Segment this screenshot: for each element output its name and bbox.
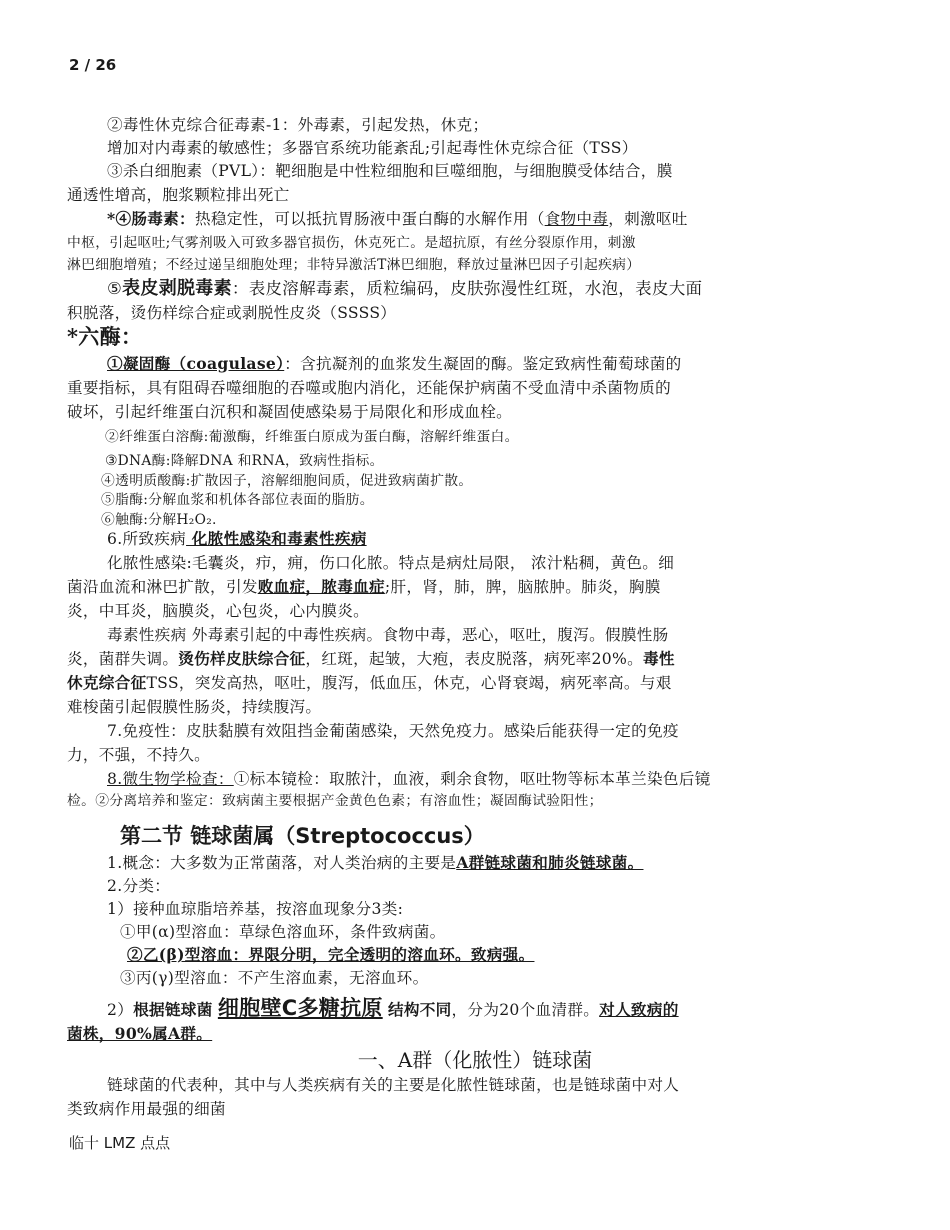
text-line: 类致病作用最强的细菌 — [67, 1100, 226, 1118]
group-a-underline: 对人致病的 — [599, 1000, 679, 1019]
text-line: 增加对内毒素的敏感性；多器官系统功能紊乱;引起毒性休克综合征（TSS） — [107, 139, 638, 157]
text-line: ④透明质酸酶:扩散因子，溶解细胞间质，促进致病菌扩散。 — [101, 473, 473, 489]
text-line: 化脓性感染:毛囊炎，疖，痈，伤口化脓。特点是病灶局限， 浓汁粘稠，黄色。细 — [107, 554, 675, 572]
text-line: 通透性增高，胞浆颗粒排出死亡 — [67, 186, 290, 204]
text-line: 检。②分离培养和鉴定：致病菌主要根据产金黄色色素；有溶血性；凝固酶试验阳性； — [67, 793, 603, 809]
diseases-heading: 化脓性感染和毒素性疾病 — [186, 529, 367, 548]
text-line — [67, 575, 867, 599]
text-line: ⑤脂酶:分解血浆和机体各部位表面的脂肪。 — [101, 492, 374, 508]
text-line — [107, 527, 907, 551]
text-span: ①标本镜检：取脓汁，血液，剩余食物，呕吐物等标本革兰染色后镜 — [233, 770, 711, 788]
footer: 临十 LMZ 点点 — [69, 1134, 171, 1152]
text-line: 菌株，90%属A群。 — [67, 1024, 213, 1043]
text-span: 热稳定性，可以抵抗胃肠液中蛋白酶的水解作用（ — [194, 210, 545, 228]
text-line — [67, 671, 867, 695]
sepsis-underline: 败血症，脓毒血症 — [257, 577, 385, 596]
enterotoxin-heading: *④肠毒素： — [107, 209, 195, 228]
lab-exam-heading: 8.微生物学检查： — [107, 770, 234, 788]
text-span: 1.概念：大多数为正常菌落，对人类治病的主要是 — [107, 854, 457, 872]
text-line — [107, 352, 907, 376]
text-line: 7.免疫性：皮肤黏膜有效阻挡金葡菌感染，天然免疫力。感染后能获得一定的免疫 — [107, 722, 679, 740]
text-span: 6.所致疾病 — [107, 530, 187, 548]
text-line — [107, 207, 907, 231]
section-title: 第二节 链球菌属（Streptococcus） — [120, 824, 485, 848]
text-line: ②纤维蛋白溶酶:葡激酶，纤维蛋白原成为蛋白酶，溶解纤维蛋白。 — [105, 429, 519, 445]
text-line — [67, 647, 867, 671]
text-line: 链球菌的代表种，其中与人类疾病有关的主要是化脓性链球菌，也是链球菌中对人 — [107, 1076, 680, 1094]
text-span: ⑤ — [107, 279, 123, 298]
subsection-heading: 一、A群（化脓性）链球菌 — [357, 1048, 593, 1072]
text-span: ，刺激呕吐 — [608, 210, 688, 228]
text-line: ③DNA酶:降解DNA 和RNA，致病性指标。 — [105, 453, 384, 469]
streptococcus-groups-underline: A群链球菌和肺炎链球菌。 — [456, 853, 644, 872]
beta-hemolysis-line: ②乙(β)型溶血：界限分明，完全透明的溶血环。致病强。 — [127, 945, 535, 964]
exfoliative-toxin-heading: 表皮剥脱毒素 — [122, 278, 232, 299]
text-line — [107, 851, 907, 875]
text-span: ：含抗凝剂的血浆发生凝固的酶。鉴定致病性葡萄球菌的 — [284, 355, 682, 373]
text-line: ⑥触酶:分解H₂O₂. — [101, 512, 217, 528]
text-line: 1）接种血琼脂培养基，按溶血现象分3类: — [107, 900, 404, 918]
text-line: 炎，中耳炎，脑膜炎，心包炎，心内膜炎。 — [67, 602, 369, 620]
text-line: 难梭菌引起假膜性肠炎，持续腹泻。 — [67, 698, 322, 716]
text-span: 炎，菌群失调。 — [67, 650, 179, 668]
text-line: 淋巴细胞增殖；不经过递呈细胞处理；非特异激活T淋巴细胞，释放过量淋巴因子引起疾病） — [67, 257, 641, 273]
text-line: 中枢，引起呕吐;气雾剂吸入可致多器官损伤，休克死亡。是超抗原，有丝分裂原作用，刺激 — [67, 235, 636, 251]
text-line — [107, 277, 907, 301]
text-line — [107, 767, 907, 791]
tss-bold: 休克综合征 — [67, 673, 147, 692]
c-polysaccharide-underline: 细胞壁C多糖抗原 — [217, 996, 383, 1020]
text-span: TSS，突发高热，呕吐，腹泻，低血压，休克，心肾衰竭，病死率高。 — [146, 674, 640, 692]
text-line: 毒素性疾病 外毒素引起的中毒性疾病。食物中毒，恶心，呕吐，腹泻。假膜性肠 — [107, 626, 669, 644]
text-span: 2） — [107, 1001, 134, 1019]
coagulase-heading: ①凝固酶（coagulase） — [107, 354, 285, 373]
text-line: 力，不强，不持久。 — [67, 746, 211, 764]
text-span: 根据链球菌 — [133, 1000, 213, 1019]
text-line: 重要指标，具有阻碍吞噬细胞的吞噬或胞内消化，还能保护病菌不受血清中杀菌物质的 — [67, 379, 671, 397]
text-line: ②毒性休克综合征毒素-1：外毒素，引起发热，休克； — [107, 116, 489, 134]
text-line: 积脱落，烫伤样综合症或剥脱性皮炎（SSSS） — [67, 304, 397, 322]
text-span: 结构不同 — [387, 1000, 452, 1019]
text-span: ;肝，肾，肺，脾，脑脓肿。肺炎，胸膜 — [384, 578, 661, 596]
text-line: ③杀白细胞素（PVL）：靶细胞是中性粒细胞和巨噬细胞，与细胞膜受体结合，膜 — [107, 162, 673, 180]
text-span: ：表皮溶解毒素，质粒编码，皮肤弥漫性红斑，水泡，表皮大面 — [231, 279, 703, 298]
tss-bold: 毒性 — [642, 649, 675, 668]
text-line: ③丙(γ)型溶血：不产生溶血素，无溶血环。 — [120, 969, 429, 987]
text-span: ，红斑，起皱，大疱，表皮脱落，病死率20%。 — [305, 650, 643, 668]
text-span: 菌沿血流和淋巴扩散，引发 — [67, 578, 258, 596]
text-span: ，分为20个血清群。 — [451, 1001, 600, 1019]
text-line: 破坏，引起纤维蛋白沉积和凝固使感染易于局限化和形成血栓。 — [67, 403, 513, 421]
six-enzymes-heading: *六酶： — [67, 324, 143, 349]
ssss-bold: 烫伤样皮肤综合征 — [178, 649, 306, 668]
page-number: 2 / 26 — [69, 56, 117, 74]
text-line: ①甲(α)型溶血：草绿色溶血环，条件致病菌。 — [120, 923, 446, 941]
text-line: 2.分类： — [107, 877, 171, 895]
food-poisoning-underline: 食物中毒 — [544, 210, 609, 228]
text-line — [107, 996, 907, 1022]
text-span: 与艰 — [639, 674, 672, 692]
